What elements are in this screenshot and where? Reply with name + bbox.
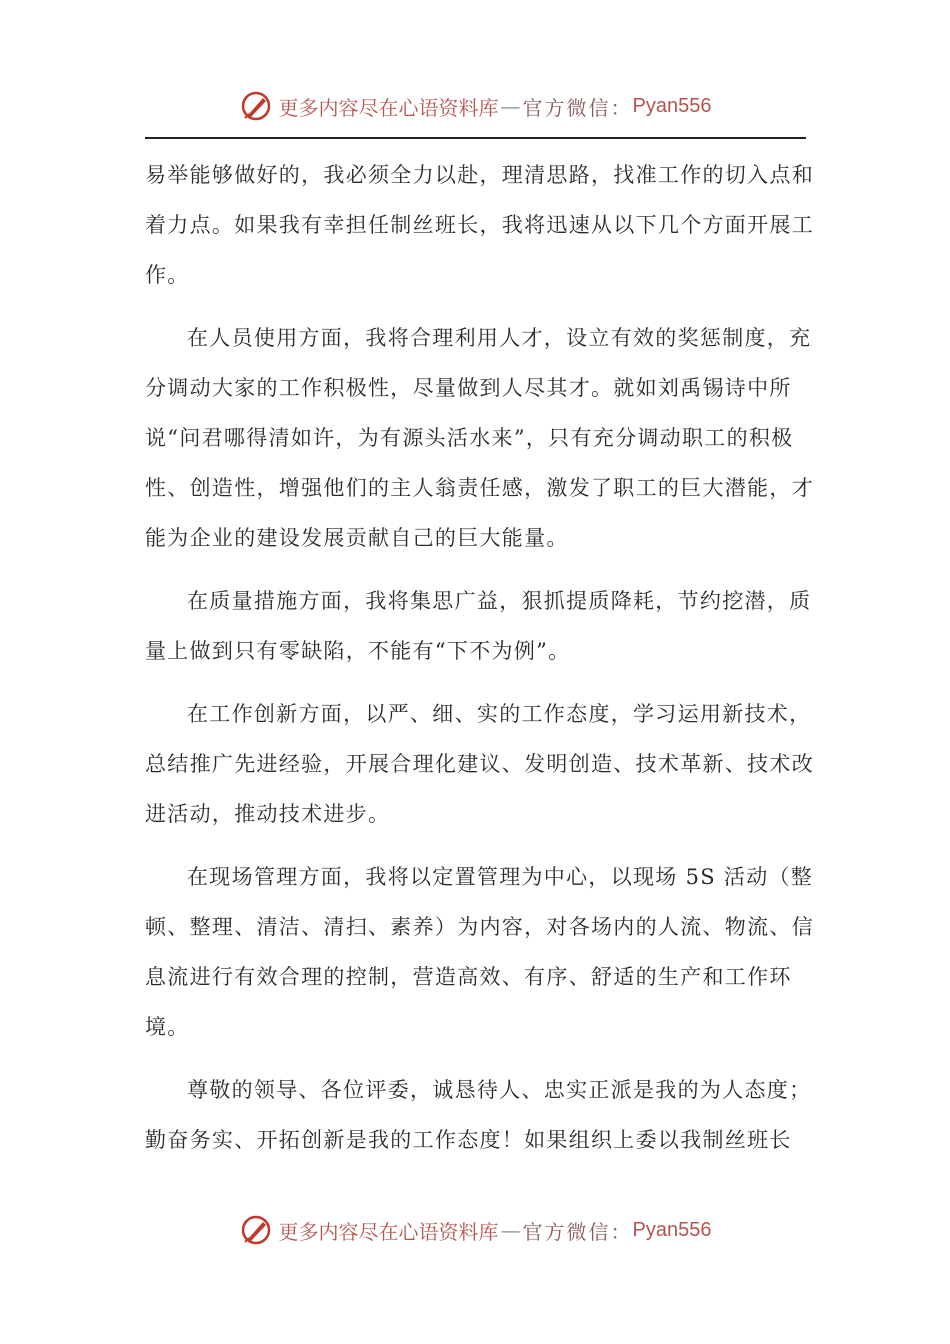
paragraph: 易举能够做好的，我必须全力以赴，理清思路，找准工作的切入点和着力点。如果我有幸担任制丝班长，我将迅速从以下几个方面开展工作。 <box>145 163 814 287</box>
paragraph: 尊敬的领导、各位评委，诚恳待人、忠实正派是我的为人态度；勤奋务实、开拓创新是我的工作态度！如果组织上委以我制丝班长 <box>145 1078 812 1152</box>
header-rule <box>145 137 806 139</box>
banner-main-text: 更多内容尽在心语资料库 <box>278 95 499 120</box>
pen-logo-icon <box>239 1213 273 1247</box>
banner-main-text: 更多内容尽在心语资料库 <box>278 1219 499 1244</box>
paragraph: 在工作创新方面，以严、细、实的工作态度，学习运用新技术，总结推广先进经验，开展合理化建议、发明创造、技术革新、技术改进活动，推动技术进步。 <box>145 702 814 826</box>
footer-banner <box>0 1210 950 1250</box>
banner-sub-text: 官方微信： <box>522 95 633 120</box>
banner-dash: — <box>500 94 521 118</box>
paragraph: 在人员使用方面，我将合理利用人才，设立有效的奖惩制度，充分调动大家的工作积极性，尽量做到人尽其才。就如刘禹锡诗中所说“问君哪得清如许，为有源头活水来”，只有充分调动职工的积极性、创造性，增强他们的主人翁责任感，激发了职工的巨大潜能，才能为企业的建设发展贡献自己的巨大能量。 <box>145 326 814 550</box>
banner-sub-text: 官方微信： <box>522 1219 633 1244</box>
header-banner <box>0 86 950 126</box>
banner-dash: — <box>500 1218 521 1242</box>
banner-wechat-id: Pyan556 <box>632 1218 712 1241</box>
banner-wechat-id: Pyan556 <box>632 94 712 117</box>
document-body <box>145 150 820 1178</box>
paragraph: 在现场管理方面，我将以定置管理为中心，以现场 5S 活动（整顿、整理、清洁、清扫、素养）为内容，对各场内的人流、物流、信息流进行有效合理的控制，营造高效、有序、舒适的生产和工作环境。 <box>145 865 814 1039</box>
paragraph: 在质量措施方面，我将集思广益，狠抓提质降耗，节约挖潜，质量上做到只有零缺陷，不能有“下不为例”。 <box>145 589 812 663</box>
pen-logo-icon <box>239 89 273 123</box>
